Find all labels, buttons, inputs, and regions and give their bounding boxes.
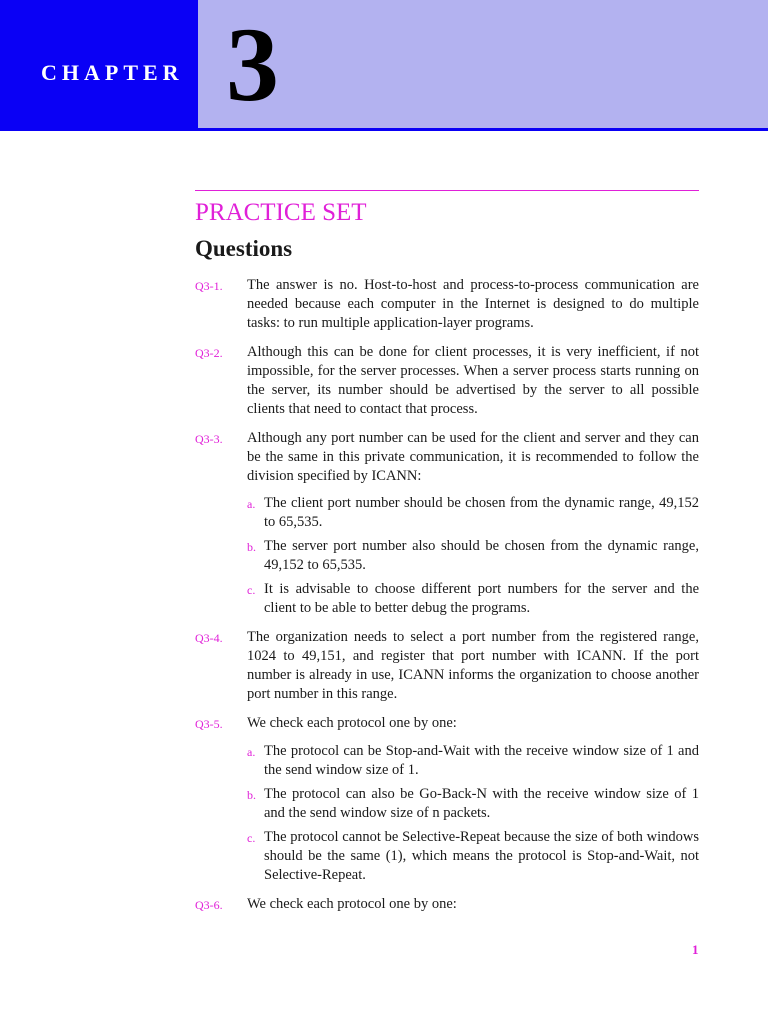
section-title: PRACTICE SET — [195, 199, 367, 226]
sub-item-label: c. — [247, 583, 256, 597]
chapter-number: 3 — [226, 6, 279, 123]
sub-item — [247, 494, 699, 532]
sub-item — [247, 580, 699, 618]
question-text: Although this can be done for client processes, it is very inefficient, if not impossible, for the server processes. When a server process starts running on the server, its number should be advertised by the server to all possible clients that need to contact that process. — [247, 344, 699, 417]
chapter-label: CHAPTER — [41, 60, 184, 85]
sub-item — [247, 537, 699, 575]
question-text: Although any port number can be used for the client and server and they can be the same in this private communication, it is recommended to follow the division specified by ICANN: — [247, 430, 699, 484]
page-number: 1 — [692, 942, 699, 957]
sub-item-text: The protocol can be Stop-and-Wait with the receive window size of 1 and the send window size of 1. — [264, 743, 699, 778]
sub-item-text: The server port number also should be chosen from the dynamic range, 49,152 to 65,535. — [264, 538, 699, 573]
question-label: Q3-1. — [195, 279, 223, 293]
sub-item-text: The client port number should be chosen from the dynamic range, 49,152 to 65,535. — [264, 495, 699, 530]
question-list — [195, 276, 699, 925]
sub-item — [247, 828, 699, 885]
question-item — [195, 429, 699, 618]
subsection-title: Questions — [195, 236, 293, 261]
sub-item — [247, 742, 699, 780]
question-label: Q3-6. — [195, 898, 223, 912]
question-text: We check each protocol one by one: — [247, 715, 457, 731]
question-label: Q3-2. — [195, 346, 223, 360]
question-text: We check each protocol one by one: — [247, 896, 457, 912]
question-item — [195, 714, 699, 885]
sub-item-label: b. — [247, 788, 256, 802]
sub-item-text: The protocol cannot be Selective-Repeat because the size of both windows should be the same (1), which means the protocol is Stop-and-Wait, not Selective-Repeat. — [264, 829, 699, 883]
question-label: Q3-3. — [195, 432, 223, 446]
chapter-number-banner — [198, 0, 768, 128]
question-item — [195, 628, 699, 704]
header-underline — [198, 128, 768, 131]
sub-item — [247, 785, 699, 823]
question-item — [195, 343, 699, 419]
sub-item-label: a. — [247, 497, 256, 511]
sub-item-text: It is advisable to choose different port numbers for the server and the client to be able to better debug the programs. — [264, 581, 699, 616]
question-label: Q3-4. — [195, 631, 223, 645]
sub-item-label: a. — [247, 745, 256, 759]
sub-item-label: c. — [247, 831, 256, 845]
sub-item-list — [247, 494, 699, 618]
sub-item-label: b. — [247, 540, 256, 554]
question-text: The answer is no. Host-to-host and process-to-process communication are needed because each computer in the Internet is designed to do multiple tasks: to run multiple application-layer programs. — [247, 277, 699, 331]
sub-item-text: The protocol can also be Go-Back-N with the receive window size of 1 and the send window size of n packets. — [264, 786, 699, 821]
chapter-banner — [0, 0, 198, 131]
sub-item-list — [247, 742, 699, 885]
question-text: The organization needs to select a port number from the registered range, 1024 to 49,151, and register that port number with ICANN. If the port number is already in use, ICANN informs the organization to choose another port number in this range. — [247, 629, 699, 702]
question-item — [195, 276, 699, 333]
question-label: Q3-5. — [195, 717, 223, 731]
question-item — [195, 895, 699, 915]
section-rule — [195, 190, 699, 191]
